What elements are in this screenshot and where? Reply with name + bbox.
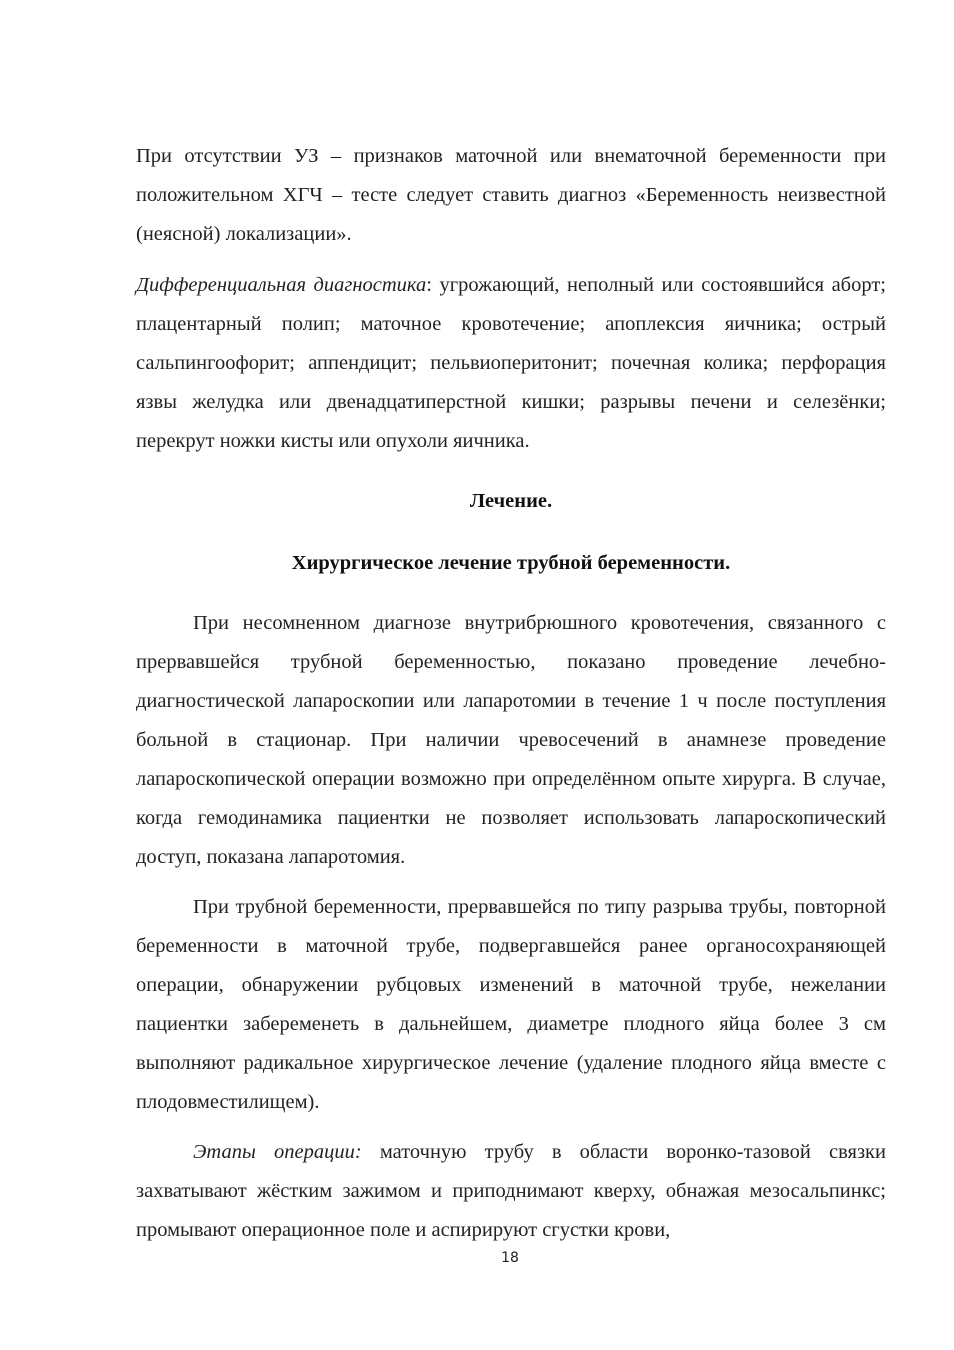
operation-stages-term: Этапы операции: [193, 1141, 362, 1163]
paragraph-differential-diagnosis [136, 266, 886, 461]
heading-surgical-treatment: Хирургическое лечение трубной беременности. [291, 552, 731, 574]
differential-diagnosis-text: : угрожающий, неполный или состоявшийся аборт; плацентарный полип; маточное кровотечение; апоплексия яичника; острый сальпингоофорит; аппендицит; пельвиоперитонит; почечная колика; перфорация язвы желудка или двенадцатиперстной кишки; разрывы печени и селезёнки; перекрут ножки кисты или опухоли яичника. [136, 274, 886, 452]
paragraph-radical-treatment: При трубной беременности, прервавшейся по типу разрыва трубы, повторной беременности в маточной трубе, подвергавшейся ранее органосохраняющей операции, обнаружении рубцовых изменений в маточной трубе, нежелании пациентки забеременеть в дальнейшем, диаметре плодного яйца более 3 см выполняют радикальное хирургическое лечение (удаление плодного яйца вместе с плодовместилищем). [136, 896, 886, 1113]
paragraph-surgical-indications: При несомненном диагнозе внутрибрюшного кровотечения, связанного с прервавшейся трубной беременностью, показано проведение лечебно-диагностической лапароскопии или лапаротомии в течение 1 ч после поступления больной в стационар. При наличии чревосечений в анамнезе проведение лапароскопической операции возможно при определённом опыте хирурга. В случае, когда гемодинамика пациентки не позволяет использовать лапароскопический доступ, показана лапаротомия. [136, 612, 886, 868]
paragraph-pregnancy-unknown-location: При отсутствии УЗ – признаков маточной или внематочной беременности при положительном ХГЧ – тесте следует ставить диагноз «Беременность неизвестной (неясной) локализации». [136, 145, 886, 245]
differential-diagnosis-term: Дифференциальная диагностика [136, 274, 427, 296]
heading-treatment: Лечение. [469, 490, 553, 512]
page-number: 18 [501, 1250, 519, 1266]
paragraph-operation-stages [136, 1133, 886, 1250]
operation-stages-text: маточную трубу в области воронко-тазовой связки захватывают жёстким зажимом и приподнимают кверху, обнажая мезосальпинкс; промывают операционное поле и аспирируют сгустки крови, [136, 1141, 886, 1241]
